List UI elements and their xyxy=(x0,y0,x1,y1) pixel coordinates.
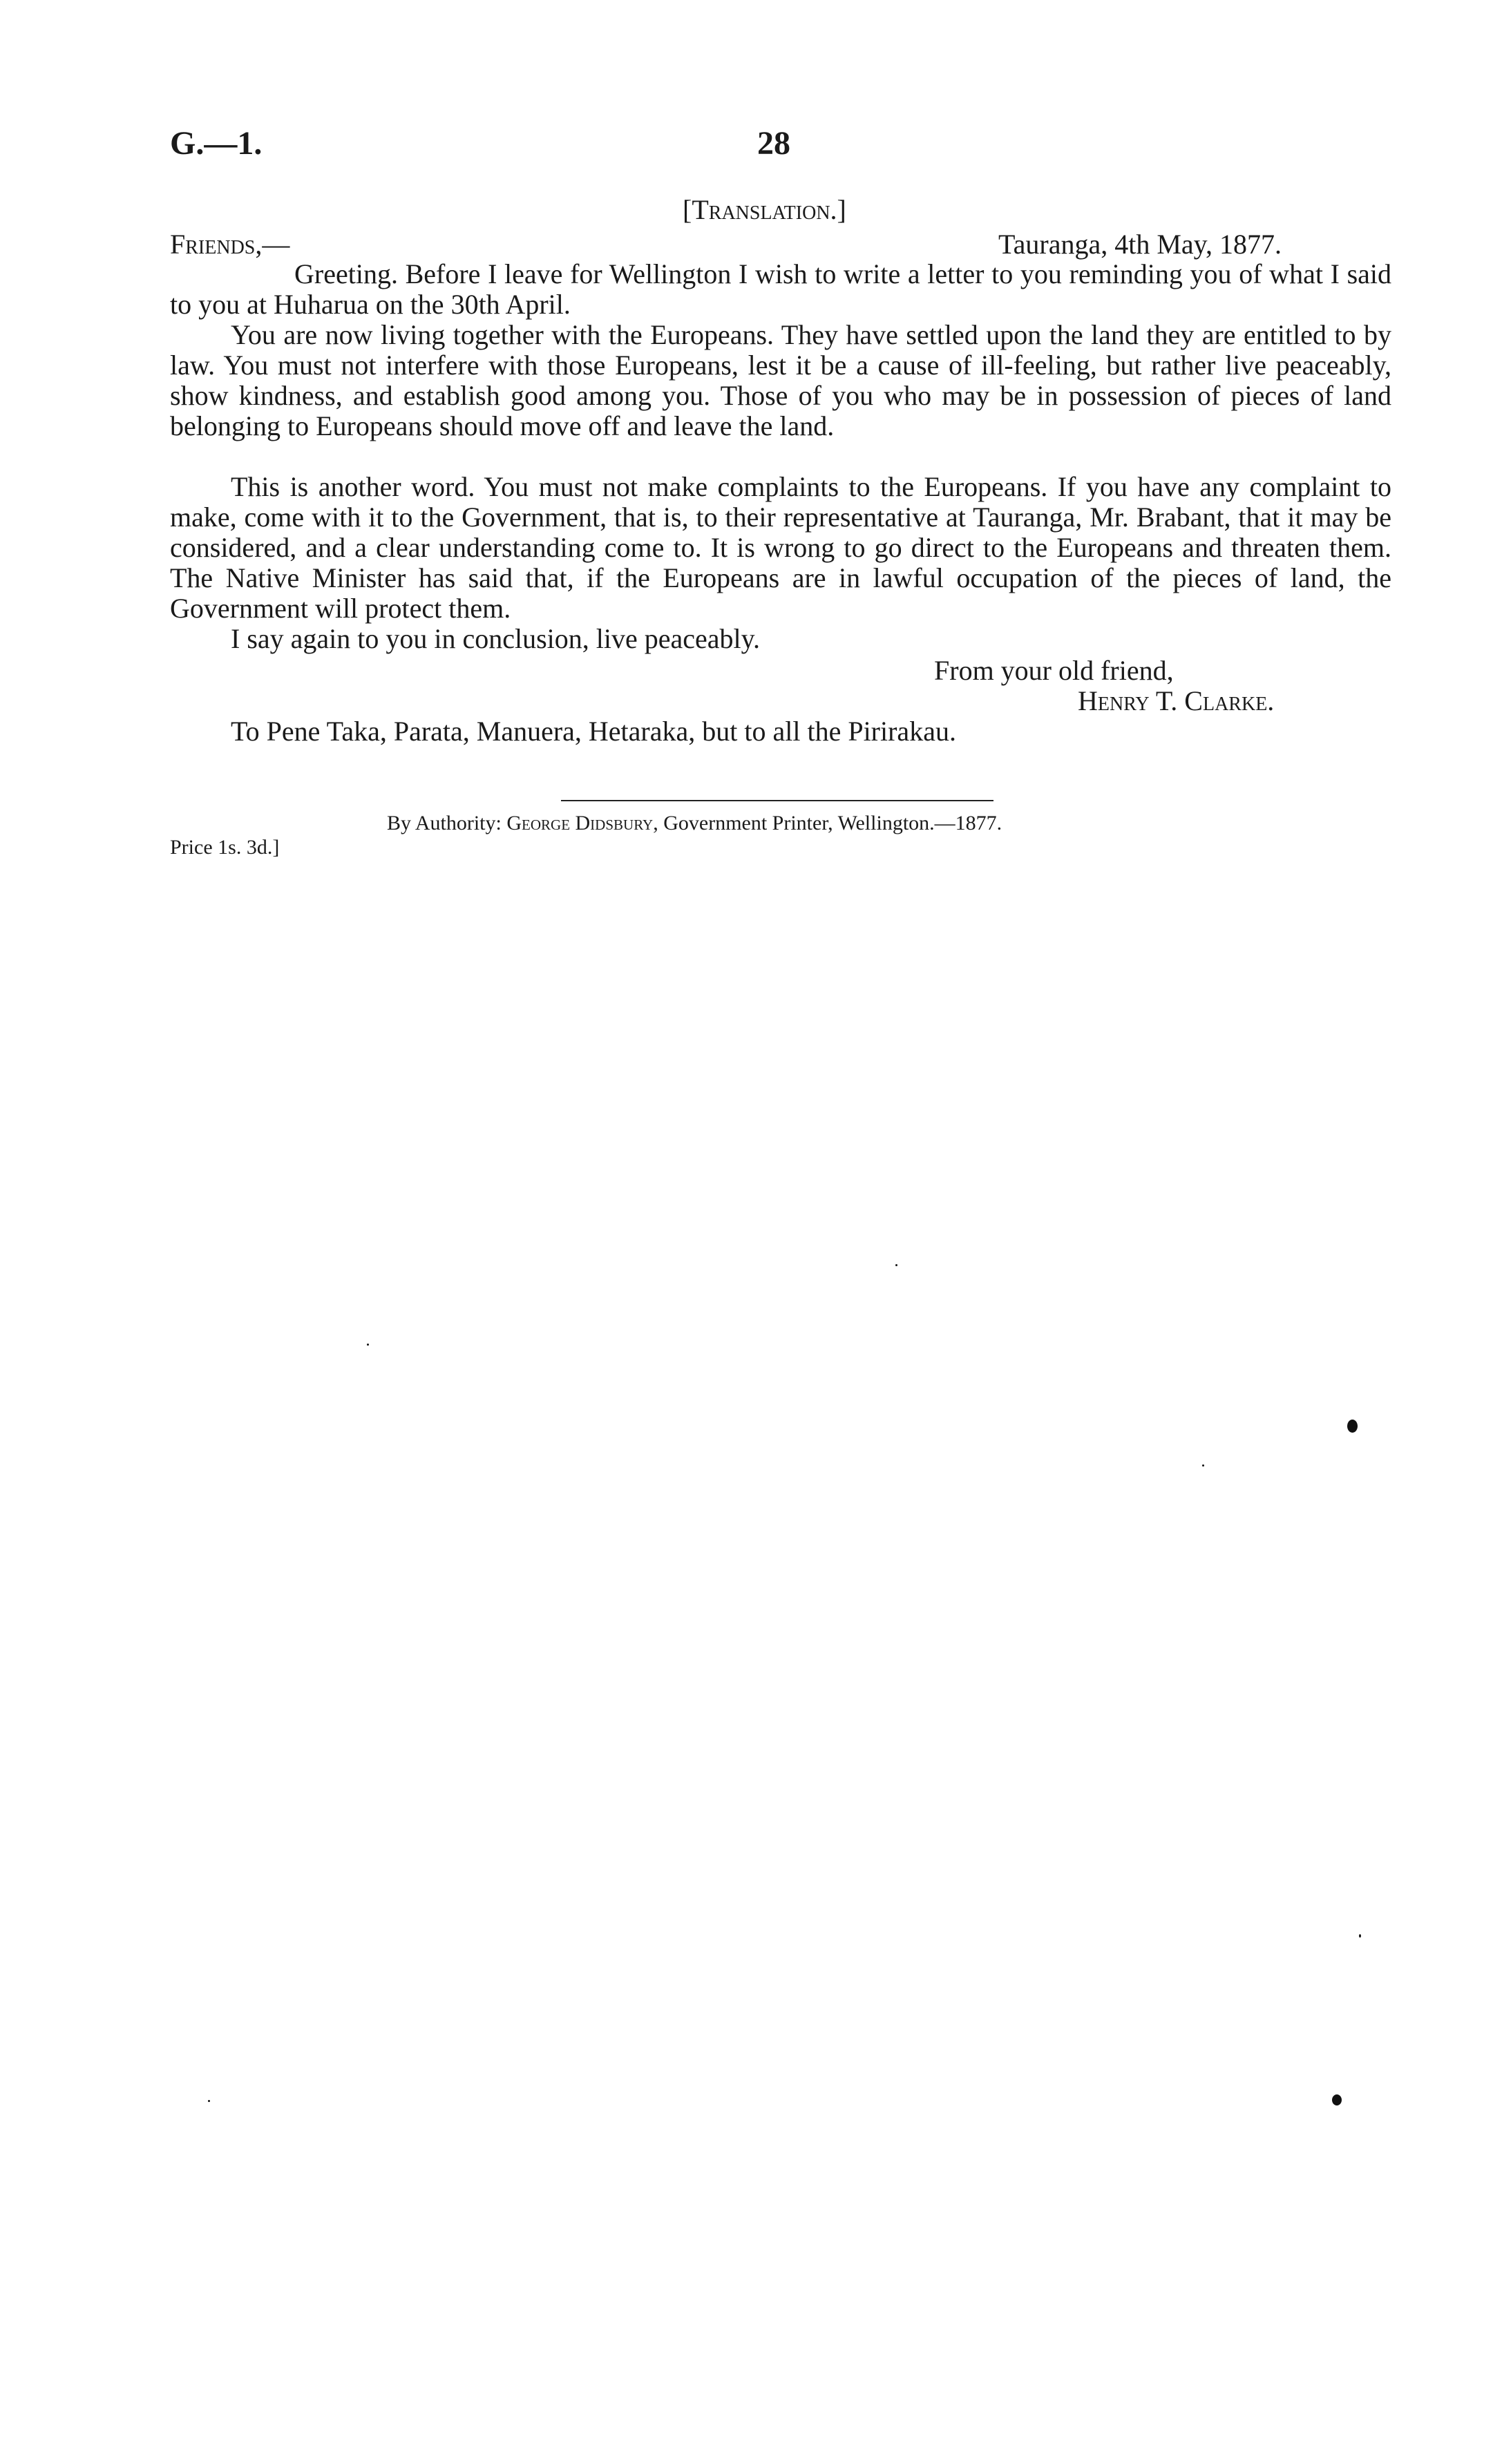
letter-paragraph-3 xyxy=(170,472,1391,624)
letter-paragraph-2 xyxy=(170,320,1391,441)
ink-speck-mark xyxy=(1359,1934,1361,1938)
ink-speck-mark xyxy=(1347,1420,1358,1433)
heading-close-bracket: ] xyxy=(837,194,846,225)
salutation: Friends,— xyxy=(170,229,290,260)
addressee-line: To Pene Taka, Parata, Manuera, Hetaraka, but to all the Pirirakau. xyxy=(231,716,956,747)
translation-heading xyxy=(683,193,846,226)
date-line: Tauranga, 4th May, 1877. xyxy=(998,229,1282,260)
closing-line: From your old friend, xyxy=(934,655,1174,686)
signature: Henry T. Clarke. xyxy=(1078,685,1275,716)
ink-speck-mark xyxy=(1332,2094,1342,2105)
ink-speck-mark xyxy=(208,2100,210,2102)
imprint-printer-name: George Didsbury, xyxy=(506,812,658,834)
paragraph-text: You are now living together with the Europeans. They have settled upon the land they are entitled to by law. You must not interfere with those Europeans, lest it be a cause of ill-feeling, but rather live peaceably, show kindness, and establish good among you. Those of you who may be in possession of pieces of land belonging to Europeans should move off and leave the land. xyxy=(170,319,1391,441)
price-note: Price 1s. 3d.] xyxy=(170,836,280,859)
document-reference: G.—1. xyxy=(170,125,263,162)
heading-open-bracket: [ xyxy=(683,194,692,225)
letter-paragraph-1 xyxy=(170,259,1391,320)
imprint-suffix: Government Printer, Wellington.—1877. xyxy=(663,812,1002,834)
heading-text: Translation. xyxy=(692,194,837,225)
imprint-prefix: By Authority: xyxy=(387,812,502,834)
ink-speck-mark xyxy=(1202,1464,1204,1467)
letter-paragraph-4 xyxy=(170,624,1391,654)
printer-imprint xyxy=(387,812,1002,835)
paragraph-text: I say again to you in conclusion, live peaceably. xyxy=(231,623,761,654)
ink-speck-mark xyxy=(895,1264,897,1266)
footer-rule xyxy=(561,800,993,801)
paragraph-text: Greeting. Before I leave for Wellington I wish to write a letter to you reminding you of what I said to you at Huharua on the 30th April. xyxy=(170,258,1391,320)
page-number: 28 xyxy=(757,125,790,162)
paragraph-text: This is another word. You must not make complaints to the Europeans. If you have any complaint to make, come with it to the Government, that is, to their representative at Tauranga, Mr. Brabant, that it may be considered, and a clear understanding come to. It is wrong to go direct to the Europeans and threaten them. The Native Minister has said that, if the Europeans are in lawful occupation of the pieces of land, the Government will protect them. xyxy=(170,471,1391,624)
ink-speck-mark xyxy=(367,1344,369,1346)
